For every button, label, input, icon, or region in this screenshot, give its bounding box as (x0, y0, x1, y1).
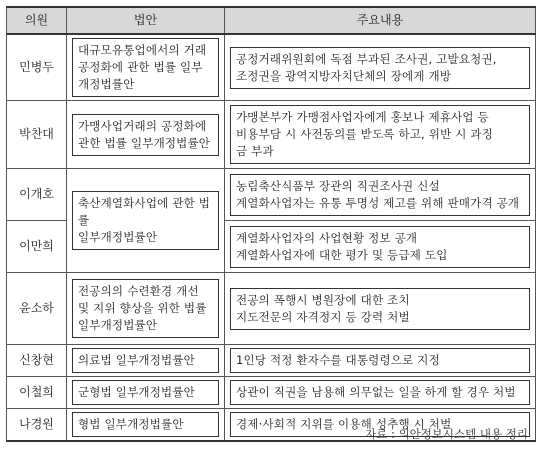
table-row (7, 169, 536, 221)
bill-line: 대규모유통업에서의 거래 (78, 43, 207, 57)
legislator-name: 민병두 (7, 34, 67, 101)
bill-cell (67, 169, 225, 273)
bill-line: 일부개정법률안 (78, 230, 158, 244)
bill-box (72, 279, 219, 338)
bill-line: 형법 일부개정법률안 (78, 417, 184, 431)
table-header-row (7, 7, 536, 34)
header-bill: 법안 (67, 7, 225, 34)
content-line: 비용부담 시 사전동의를 받도록 하고, 위반 시 과징 (236, 127, 494, 141)
legislator-name: 나경원 (7, 409, 67, 442)
content-box (230, 105, 530, 164)
bill-box (72, 38, 219, 97)
bill-line: 관한 법률 일부개정법률안 (78, 135, 211, 150)
bill-line: 축산계열화사업에 관한 법률 (78, 196, 211, 227)
content-line: 전공의 폭행시 병원장에 대한 조치 (236, 292, 410, 307)
content-cell (225, 101, 536, 169)
table-row (7, 273, 536, 345)
table-row (7, 377, 536, 409)
content-box (230, 288, 530, 330)
legislator-name: 신창현 (7, 345, 67, 377)
bill-box (72, 412, 219, 437)
bill-box (72, 114, 219, 156)
bill-cell (67, 273, 225, 345)
content-cell (225, 34, 536, 101)
bill-cell (67, 34, 225, 101)
source-note: 자료 : 의안정보시스템 내용 정리 (365, 427, 528, 441)
content-line: 조정권을 광역지방자치단체의 장에게 개방 (236, 68, 452, 83)
bill-box (72, 348, 219, 373)
content-cell (225, 345, 536, 377)
legislator-name: 이개호 (7, 169, 67, 221)
content-box (230, 174, 530, 216)
table-row (7, 345, 536, 377)
bill-line: 일부개정법률안 (78, 318, 158, 332)
content-line: 지도전문의 자격정지 등 강력 처벌 (236, 309, 410, 324)
content-line: 금 부과 (236, 144, 274, 158)
header-main-content: 주요내용 (225, 7, 536, 34)
legislator-name: 이철희 (7, 377, 67, 409)
content-cell (225, 377, 536, 409)
bill-line: 전공의의 수련환경 개선 (78, 284, 199, 298)
content-line: 상관이 직권을 남용해 의무없는 일을 하게 할 경우 처벌 (236, 385, 516, 399)
content-box (230, 226, 530, 268)
bill-cell (67, 409, 225, 442)
bill-cell (67, 101, 225, 169)
content-line: 1인당 적정 환자수를 대통령령으로 지정 (236, 353, 440, 367)
content-line: 가맹본부가 가맹점사업자에게 홍보나 제휴사업 등 (236, 110, 489, 124)
legislator-name: 윤소하 (7, 273, 67, 345)
bill-box (72, 191, 219, 250)
legislator-name: 박찬대 (7, 101, 67, 169)
bill-line: 군형법 일부개정법률안 (78, 385, 195, 399)
bills-table (6, 6, 536, 442)
table-row (7, 101, 536, 169)
content-line: 계열화사업자는 유통 투명성 제고를 위해 판매가격 공개 (236, 195, 520, 210)
content-box (230, 348, 530, 373)
content-line: 계열화사업자에 대한 평가 및 등급제 도입 (236, 247, 448, 262)
bill-line: 개정법률안 (78, 77, 135, 91)
content-cell (225, 221, 536, 273)
bill-line: 가맹사업거래의 공정화에 (78, 118, 207, 133)
bill-line: 의료법 일부개정법률안 (78, 353, 195, 367)
content-cell (225, 169, 536, 221)
content-line: 경제·사회적 지위를 이용해 성추행 시 처벌 (236, 417, 452, 431)
bill-box (72, 380, 219, 405)
table-row (7, 34, 536, 101)
header-legislator: 의원 (7, 7, 67, 34)
bill-cell (67, 345, 225, 377)
content-cell (225, 273, 536, 345)
content-line: 공정거래위원회에 독점 부과된 조사권, 고발요청권, (236, 51, 497, 66)
bill-cell (67, 377, 225, 409)
content-line: 계열화사업자의 사업현황 정보 공개 (236, 230, 418, 245)
bill-line: 및 지위 향상을 위한 법률 (78, 301, 207, 315)
content-box (230, 47, 530, 89)
content-line: 농림축산식품부 장관의 직권조사권 신설 (236, 178, 440, 193)
bill-line: 공정화에 관한 법률 일부 (78, 60, 203, 74)
legislator-name: 이만희 (7, 221, 67, 273)
content-box (230, 380, 530, 405)
